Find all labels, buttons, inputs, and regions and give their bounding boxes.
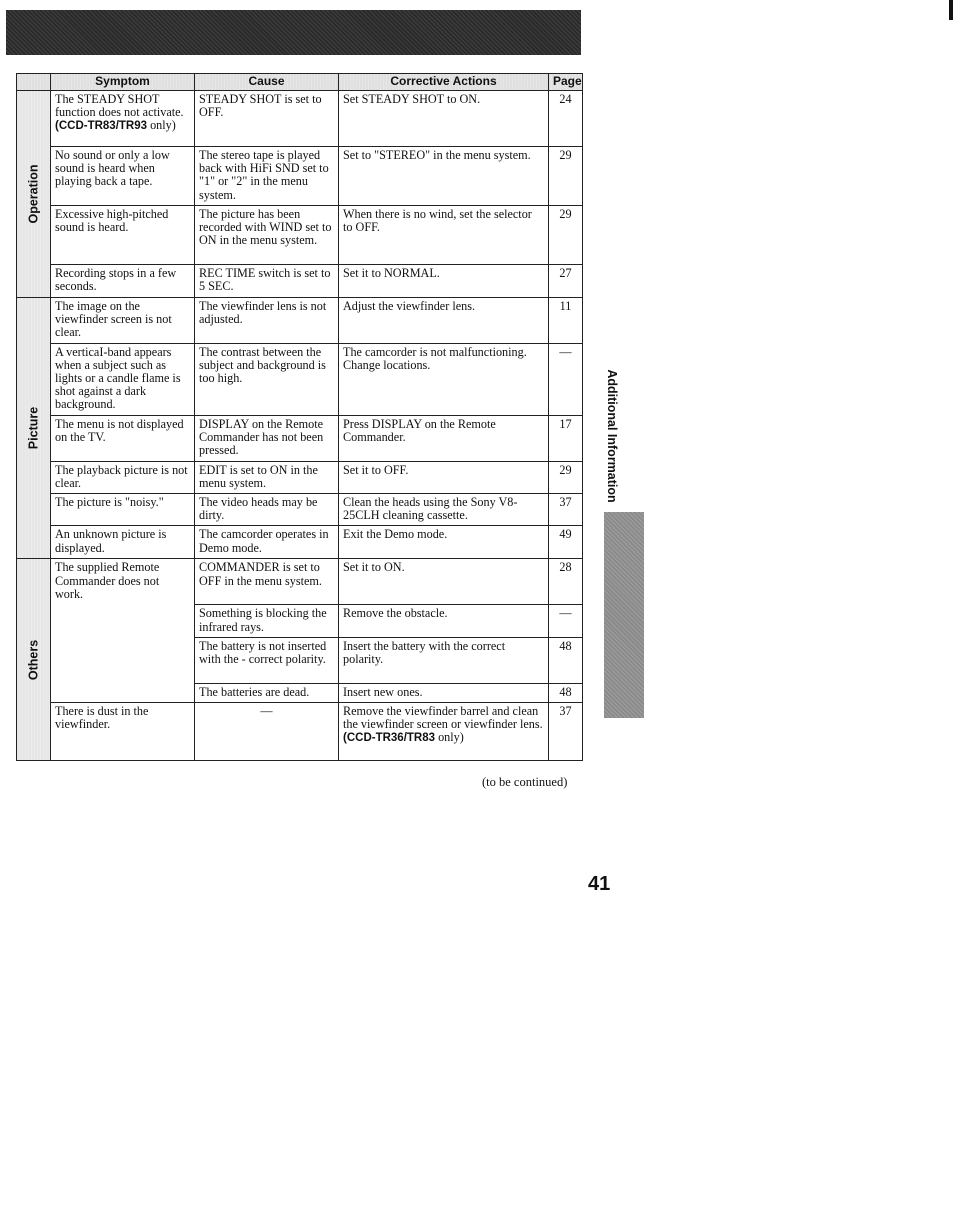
page-cell: 28 — [549, 559, 583, 605]
table-row — [17, 298, 583, 344]
cause-cell: Something is blocking the infrared rays. — [195, 605, 339, 637]
symptom-cell: The playback picture is not clear. — [51, 461, 195, 493]
section-header-bar — [6, 10, 581, 55]
category-label: Picture — [25, 407, 40, 450]
table-row — [17, 91, 583, 147]
cause-cell: The picture has been recorded with WIND set to ON in the menu system. — [195, 206, 339, 265]
header-symptom: Symptom — [51, 74, 195, 91]
action-cell: Insert new ones. — [339, 683, 549, 702]
symptom-cell — [51, 91, 195, 147]
cause-cell: The batteries are dead. — [195, 683, 339, 702]
cause-cell: The battery is not inserted with the - correct polarity. — [195, 637, 339, 683]
action-cell: The camcorder is not malfunctioning. Change locations. — [339, 343, 549, 415]
page-cell: 24 — [549, 91, 583, 147]
table-row — [17, 415, 583, 461]
continued-note: (to be continued) — [482, 775, 568, 789]
page-cell: 29 — [549, 206, 583, 265]
page-cell: 17 — [549, 415, 583, 461]
cause-cell: The stereo tape is played back with HiFi SND set to "1" or "2" in the menu system. — [195, 147, 339, 206]
action-cell: Adjust the viewfinder lens. — [339, 298, 549, 344]
model-note: (CCD-TR36/TR83 — [343, 732, 436, 745]
cause-cell: The video heads may be dirty. — [195, 494, 339, 526]
header-cause: Cause — [195, 74, 339, 91]
action-cell: Press DISPLAY on the Remote Commander. — [339, 415, 549, 461]
page-cell: 29 — [549, 147, 583, 206]
cause-cell: The viewfinder lens is not adjusted. — [195, 298, 339, 344]
action-cell: Set it to NORMAL. — [339, 265, 549, 298]
action-suffix: only) — [438, 730, 464, 745]
page-number: 41 — [588, 873, 611, 895]
table-row — [17, 343, 583, 415]
cause-cell: The contrast between the subject and background is too high. — [195, 343, 339, 415]
cause-cell: EDIT is set to ON in the menu system. — [195, 461, 339, 493]
action-cell: Insert the battery with the correct polarity. — [339, 637, 549, 683]
symptom-suffix: only) — [150, 118, 176, 133]
troubleshooting-table — [16, 73, 583, 761]
action-cell: Remove the obstacle. — [339, 605, 549, 637]
header-blank — [17, 74, 51, 91]
symptom-cell: There is dust in the viewfinder. — [51, 703, 195, 761]
symptom-cell: An unknown picture is displayed. — [51, 526, 195, 559]
action-cell: Exit the Demo mode. — [339, 526, 549, 559]
action-cell: Set it to ON. — [339, 559, 549, 605]
table-row — [17, 147, 583, 206]
edge-mark — [949, 0, 953, 20]
category-label: Others — [25, 639, 40, 680]
cause-cell: — — [195, 703, 339, 761]
header-page: Page — [549, 74, 583, 91]
page-cell: 11 — [549, 298, 583, 344]
side-tab-label: Additional Information — [605, 369, 619, 503]
category-operation — [17, 91, 51, 298]
side-tab-marker — [604, 512, 644, 718]
page-cell: 27 — [549, 265, 583, 298]
action-cell: Set it to OFF. — [339, 461, 549, 493]
page-cell: 37 — [549, 494, 583, 526]
table-row — [17, 703, 583, 761]
symptom-cell: The menu is not displayed on the TV. — [51, 415, 195, 461]
symptom-cell: A verticaI-band appears when a subject such as lights or a candle flame is shot against a dark background. — [51, 343, 195, 415]
table-row — [17, 265, 583, 298]
table-row — [17, 494, 583, 526]
table-row — [17, 559, 583, 605]
symptom-cell: The picture is "noisy." — [51, 494, 195, 526]
table-row — [17, 461, 583, 493]
page-cell: 29 — [549, 461, 583, 493]
action-cell: Clean the heads using the Sony V8-25CLH cleaning cassette. — [339, 494, 549, 526]
cause-cell: COMMANDER is set to OFF in the menu system. — [195, 559, 339, 605]
model-note: (CCD-TR83/TR93 — [55, 120, 148, 133]
cause-cell: REC TIME switch is set to 5 SEC. — [195, 265, 339, 298]
symptom-text: The STEADY SHOT function does not activate. — [55, 92, 184, 120]
action-text: Remove the viewfinder barrel and clean the viewfinder screen or viewfinder lens. — [343, 704, 543, 732]
page-cell: — — [549, 343, 583, 415]
table-row — [17, 526, 583, 559]
action-cell: Set to "STEREO" in the menu system. — [339, 147, 549, 206]
symptom-cell: The image on the viewfinder screen is not clear. — [51, 298, 195, 344]
table-row — [17, 206, 583, 265]
symptom-cell: Recording stops in a few seconds. — [51, 265, 195, 298]
category-picture — [17, 298, 51, 559]
action-cell: Set STEADY SHOT to ON. — [339, 91, 549, 147]
action-cell — [339, 703, 549, 761]
symptom-cell: No sound or only a low sound is heard when playing back a tape. — [51, 147, 195, 206]
cause-cell: STEADY SHOT is set to OFF. — [195, 91, 339, 147]
cause-cell: The camcorder operates in Demo mode. — [195, 526, 339, 559]
action-cell: When there is no wind, set the selector to OFF. — [339, 206, 549, 265]
page-cell: 48 — [549, 683, 583, 702]
category-label: Operation — [25, 164, 40, 224]
page-cell: 37 — [549, 703, 583, 761]
page-cell: 49 — [549, 526, 583, 559]
table-header-row — [17, 74, 583, 91]
symptom-cell: Excessive high-pitched sound is heard. — [51, 206, 195, 265]
cause-cell: DISPLAY on the Remote Commander has not been pressed. — [195, 415, 339, 461]
symptom-cell: The supplied Remote Commander does not work. — [51, 559, 195, 703]
page-cell: — — [549, 605, 583, 637]
category-others — [17, 559, 51, 761]
header-corrective-actions: Corrective Actions — [339, 74, 549, 91]
page-cell: 48 — [549, 637, 583, 683]
